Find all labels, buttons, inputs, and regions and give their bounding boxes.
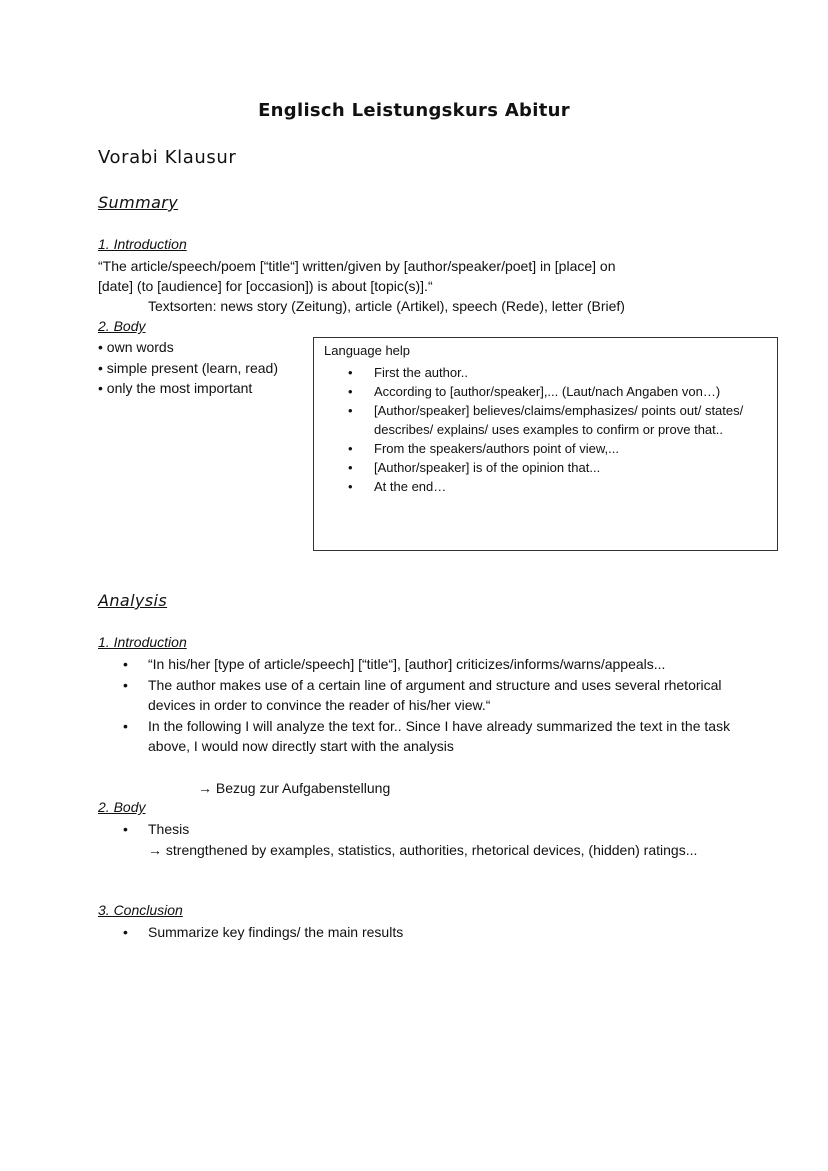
bullet-icon: • — [348, 460, 353, 475]
analysis-body-item — [120, 819, 740, 860]
summary-introduction-line-2: [date] (to [audience] for [occasion]) is about [topic(s)].“ — [98, 278, 433, 294]
language-help-item — [314, 477, 779, 496]
summary-body-item: • only the most important — [98, 380, 253, 396]
analysis-conclusion-heading: 3. Conclusion — [98, 902, 183, 918]
analysis-introduction-item — [120, 716, 740, 757]
summary-body-heading: 2. Body — [98, 318, 146, 334]
language-help-box — [313, 337, 778, 551]
language-help-item-text: First the author.. — [374, 365, 468, 380]
analysis-conclusion-list — [120, 922, 740, 943]
bullet-icon: • — [123, 676, 128, 693]
bullet-icon: • — [348, 403, 353, 418]
bullet-icon: • — [348, 441, 353, 456]
language-help-item-text: From the speakers/authors point of view,... — [374, 441, 619, 456]
summary-body-item: • simple present (learn, read) — [98, 360, 278, 376]
analysis-introduction-item-text: The author makes use of a certain line of argument and structure and uses several rhetorical devices in order to convince the reader of his/her view.“ — [148, 676, 722, 713]
bullet-icon: • — [123, 717, 128, 734]
language-help-item-text: At the end… — [374, 479, 447, 494]
analysis-introduction-heading: 1. Introduction — [98, 634, 187, 650]
summary-textsorten: Textsorten: news story (Zeitung), article (Artikel), speech (Rede), letter (Brief) — [148, 298, 625, 314]
language-help-item — [314, 401, 779, 439]
analysis-body-list — [120, 819, 740, 860]
analysis-body-item-text: Thesis — [148, 821, 190, 837]
analysis-conclusion-item-text: Summarize key findings/ the main results — [148, 924, 404, 940]
document-subtitle: Vorabi Klausur — [98, 147, 237, 168]
language-help-title: Language help — [324, 343, 411, 358]
summary-body-item: • own words — [98, 339, 174, 355]
analysis-introduction-arrow-note: → Bezug zur Aufgabenstellung — [198, 780, 391, 796]
analysis-body-heading: 2. Body — [98, 799, 146, 815]
analysis-introduction-item-text: “In his/her [type of article/speech] [“title“], [author] criticizes/informs/warns/appeals... — [148, 656, 666, 672]
language-help-item — [314, 363, 779, 382]
analysis-body-arrow-note: → strengthened by examples, statistics, authorities, rhetorical devices, (hidden) ratings... — [148, 841, 698, 858]
language-help-item-text: According to [author/speaker],... (Laut/nach Angaben von…) — [374, 384, 721, 399]
analysis-conclusion-item — [120, 922, 740, 943]
analysis-introduction-item-text: In the following I will analyze the text for.. Since I have already summarized the text in the task above, I would now directly start with the analysis — [148, 717, 731, 754]
language-help-item — [314, 458, 779, 477]
bullet-icon: • — [348, 479, 353, 494]
bullet-icon: • — [348, 365, 353, 380]
analysis-introduction-list — [120, 654, 740, 757]
language-help-list — [314, 363, 779, 496]
bullet-icon: • — [123, 821, 128, 837]
analysis-heading: Analysis — [98, 591, 168, 610]
summary-introduction-line-1: “The article/speech/poem [“title“] written/given by [author/speaker/poet] in [place] on — [98, 258, 616, 274]
bullet-icon: • — [123, 924, 128, 940]
summary-heading: Summary — [98, 193, 179, 212]
language-help-item-text: [Author/speaker] is of the opinion that... — [374, 460, 601, 475]
summary-introduction-heading: 1. Introduction — [98, 236, 187, 252]
analysis-introduction-item — [120, 654, 740, 675]
language-help-item-text: [Author/speaker] believes/claims/emphasizes/ points out/ states/ describes/ explains/ uses examples to confirm or prove that.. — [374, 403, 744, 437]
language-help-item — [314, 439, 779, 458]
analysis-introduction-item — [120, 675, 740, 716]
language-help-item — [314, 382, 779, 401]
bullet-icon: • — [348, 384, 353, 399]
bullet-icon: • — [123, 656, 128, 672]
document-title: Englisch Leistungskurs Abitur — [258, 100, 570, 121]
